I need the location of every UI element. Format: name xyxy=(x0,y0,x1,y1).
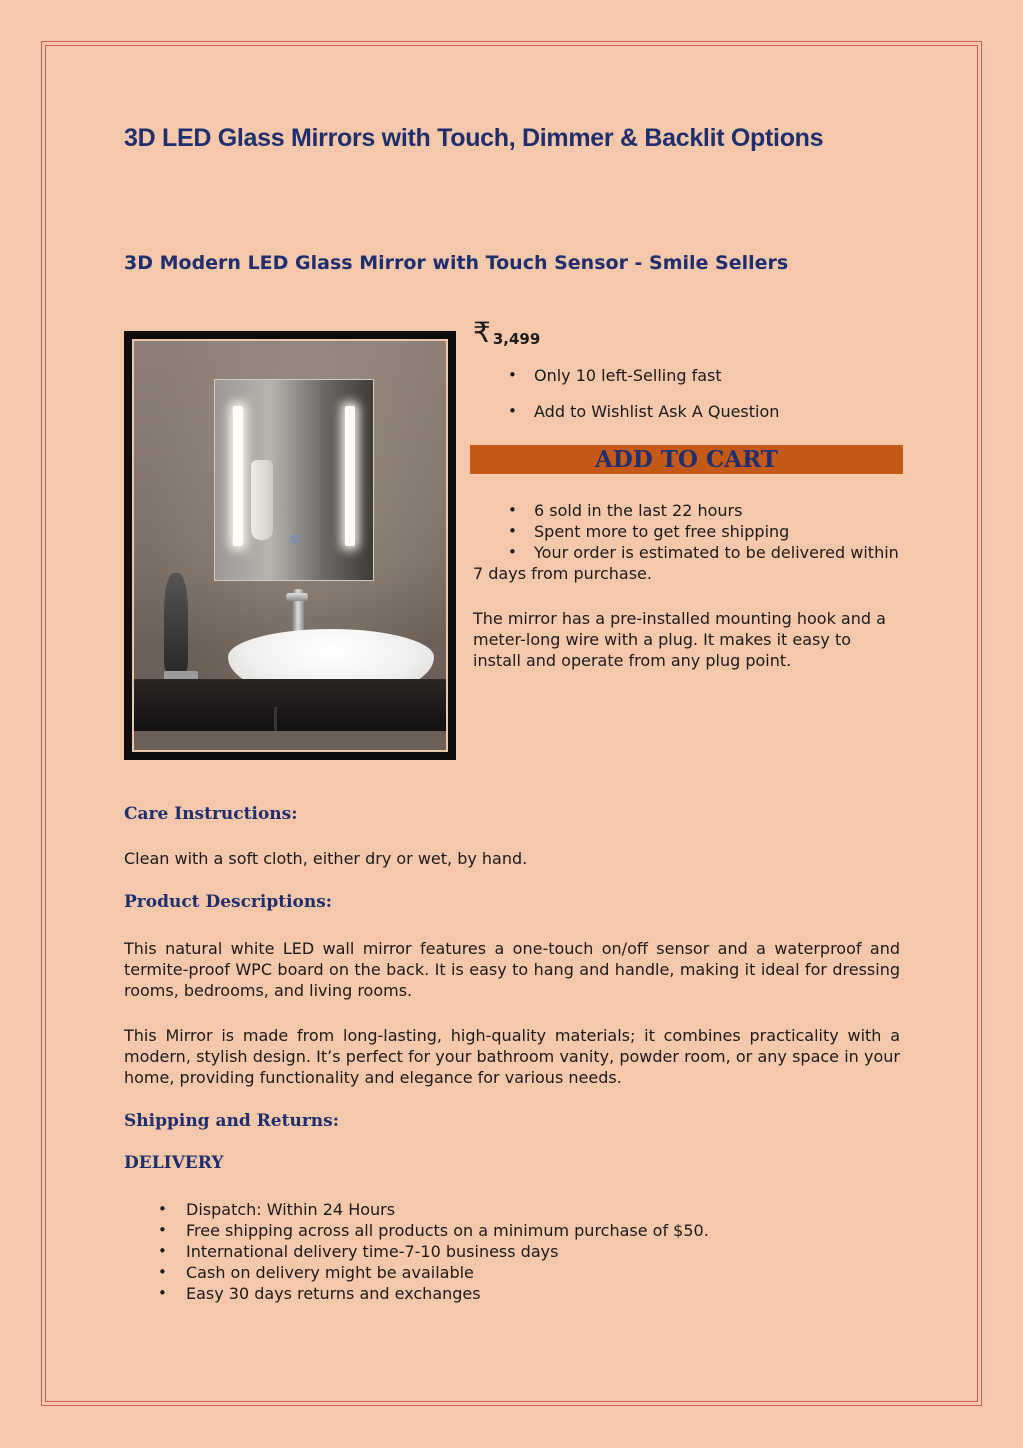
list-item: • Easy 30 days returns and exchanges xyxy=(124,1283,709,1304)
list-item: • Free shipping across all products on a minimum purchase of $50. xyxy=(124,1220,709,1241)
vanity-counter xyxy=(134,679,446,731)
care-heading: Care Instructions: xyxy=(124,804,298,824)
price-value: 3,499 xyxy=(492,330,541,348)
shipping-heading: Shipping and Returns: xyxy=(124,1111,339,1131)
touch-sensor-icon xyxy=(291,535,299,543)
list-item: • Only 10 left-Selling fast xyxy=(473,365,779,386)
statue-decoration xyxy=(164,573,188,671)
product-title[interactable]: 3D Modern LED Glass Mirror with Touch Sensor - Smile Sellers xyxy=(124,252,789,274)
list-item: • 6 sold in the last 22 hours xyxy=(473,500,903,521)
page-title: 3D LED Glass Mirrors with Touch, Dimmer & Backlit Options xyxy=(124,124,824,152)
info-list xyxy=(473,500,903,584)
delivery-subheading: DELIVERY xyxy=(124,1153,224,1173)
description-paragraph: This Mirror is made from long-lasting, high-quality materials; it combines practicality with a modern, stylish design. It’s perfect for your bathroom vanity, powder room, or any space in your home, providing functionality and elegance for various needs. xyxy=(124,1026,900,1087)
rupee-icon: ₹ xyxy=(473,316,491,349)
led-mirror-illustration xyxy=(214,379,374,581)
list-item: • Cash on delivery might be available xyxy=(124,1262,709,1283)
price xyxy=(473,316,540,349)
stock-list xyxy=(473,365,779,437)
product-image[interactable] xyxy=(124,331,456,760)
mounting-description: The mirror has a pre-installed mounting hook and a meter-long wire with a plug. It makes it easy to install and operate from any plug point. xyxy=(473,609,886,670)
descriptions-heading: Product Descriptions: xyxy=(124,892,333,912)
care-text: Clean with a soft cloth, either dry or wet, by hand. xyxy=(124,849,528,868)
delivery-list xyxy=(124,1199,709,1304)
list-item: • Spent more to get free shipping xyxy=(473,521,903,542)
product-image-mat xyxy=(132,339,448,752)
list-item: • International delivery time-7-10 business days xyxy=(124,1241,709,1262)
add-to-cart-button[interactable]: ADD TO CART xyxy=(470,445,903,474)
description-paragraph: This natural white LED wall mirror features a one-touch on/off sensor and a waterproof and termite-proof WPC board on the back. It is easy to hang and handle, making it ideal for dressing rooms, bedrooms, and living rooms. xyxy=(124,939,900,1000)
list-item: • Your order is estimated to be delivered within 7 days from purchase. xyxy=(473,542,903,584)
list-item[interactable]: • Add to Wishlist Ask A Question xyxy=(473,401,779,422)
list-item: • Dispatch: Within 24 Hours xyxy=(124,1199,709,1220)
